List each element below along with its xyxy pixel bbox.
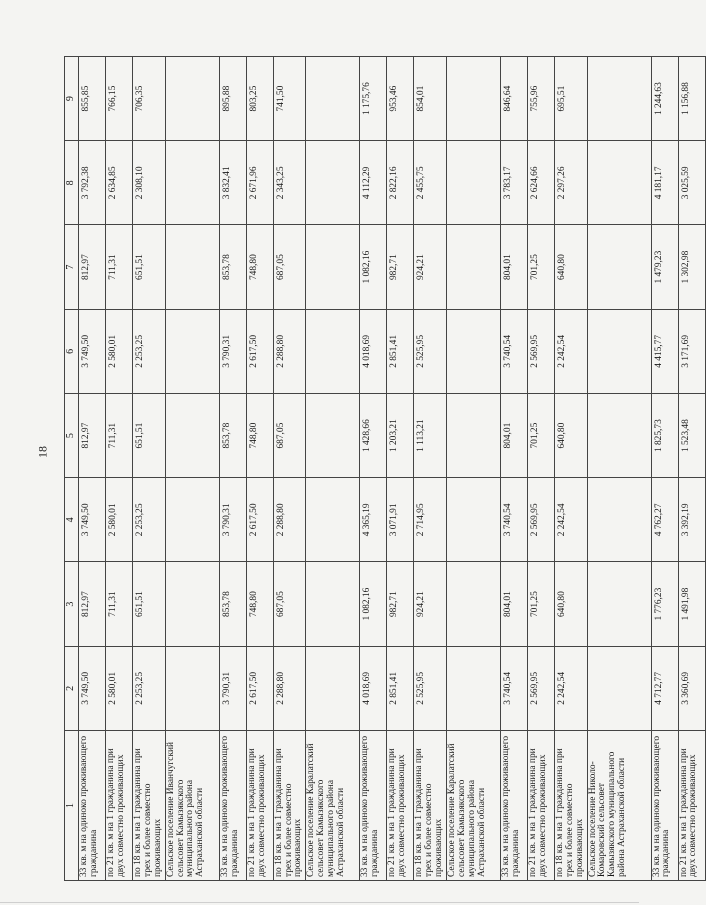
table-cell (587, 646, 651, 730)
table-cell: 3 790,31 (219, 646, 246, 730)
table-cell: 2 242,54 (554, 309, 587, 393)
table-cell: 982,71 (387, 562, 414, 646)
table-cell: 1 175,76 (360, 57, 387, 141)
section-row (306, 57, 360, 881)
table-cell (165, 562, 219, 646)
table-row (246, 57, 273, 881)
row-label: по 18 кв. м на 1 гражданина при трех и более совместно проживающих (554, 731, 587, 881)
table-cell: 846,64 (500, 57, 527, 141)
table-cell: 2 580,01 (106, 309, 133, 393)
table-cell: 4 365,19 (360, 478, 387, 562)
table-cell: 748,80 (246, 562, 273, 646)
table-cell: 1 113,21 (414, 394, 447, 478)
table-row (219, 57, 246, 881)
table-cell: 1 825,73 (651, 394, 678, 478)
table-cell: 804,01 (500, 394, 527, 478)
table-cell: 4 415,77 (651, 309, 678, 393)
table-cell: 2 617,50 (246, 478, 273, 562)
table-cell (587, 478, 651, 562)
table-cell: 855,85 (79, 57, 106, 141)
column-header-1: 1 (65, 731, 79, 881)
table-row (527, 57, 554, 881)
table-cell: 2 288,80 (273, 478, 306, 562)
table-cell: 640,80 (554, 394, 587, 478)
table-cell (165, 478, 219, 562)
rotated-table-wrapper (64, 57, 699, 881)
table-cell (306, 646, 360, 730)
table-cell: 3 790,31 (219, 309, 246, 393)
table-cell: 3 025,59 (678, 141, 705, 225)
table-row (651, 57, 678, 881)
table-cell: 1 428,66 (360, 394, 387, 478)
table-cell: 748,80 (246, 225, 273, 309)
table-cell (446, 225, 500, 309)
table-cell: 711,31 (106, 562, 133, 646)
table-cell: 2 288,80 (273, 309, 306, 393)
table-body (79, 57, 706, 881)
table-cell: 2 253,25 (133, 646, 166, 730)
table-row (133, 57, 166, 881)
table-cell: 3 071,91 (387, 478, 414, 562)
column-header-3: 3 (65, 562, 79, 646)
table-cell: 2 569,95 (527, 478, 554, 562)
table-cell: 2 851,41 (387, 646, 414, 730)
row-label: по 21 кв. м на 1 гражданина при двух совместно проживающих (246, 731, 273, 881)
header-row (65, 57, 79, 881)
cost-table (64, 56, 706, 881)
table-cell (446, 478, 500, 562)
table-cell: 3 749,50 (79, 646, 106, 730)
table-cell (587, 57, 651, 141)
table-row (554, 57, 587, 881)
table-cell: 804,01 (500, 562, 527, 646)
table-cell: 741,50 (273, 57, 306, 141)
column-header-8: 8 (65, 141, 79, 225)
table-cell (306, 394, 360, 478)
table-cell: 2 525,95 (414, 646, 447, 730)
table-cell (165, 141, 219, 225)
table-cell: 2 634,85 (106, 141, 133, 225)
table-cell: 651,51 (133, 225, 166, 309)
column-header-4: 4 (65, 478, 79, 562)
table-cell: 2 455,75 (414, 141, 447, 225)
row-label: по 18 кв. м на 1 гражданина при трех и более совместно проживающих (133, 731, 166, 881)
table-cell: 2 569,95 (527, 309, 554, 393)
table-cell: 3 832,41 (219, 141, 246, 225)
table-cell: 687,05 (273, 394, 306, 478)
table-cell (306, 562, 360, 646)
row-label: 33 кв. м на одиноко проживающего гражданина (79, 731, 106, 881)
table-cell: 2 617,50 (246, 646, 273, 730)
row-label: Сельское поселение Николо-Комаровский сельсовет Камызякского муниципального района Астраханской области (587, 731, 651, 881)
row-label: по 21 кв. м на 1 гражданина при двух совместно проживающих (678, 731, 705, 881)
table-cell: 651,51 (133, 562, 166, 646)
table-cell: 3 749,50 (79, 309, 106, 393)
table-cell: 854,01 (414, 57, 447, 141)
table-cell: 3 792,38 (79, 141, 106, 225)
table-cell: 4 181,17 (651, 141, 678, 225)
table-cell: 1 082,16 (360, 562, 387, 646)
table-cell: 2 343,25 (273, 141, 306, 225)
table-cell (587, 309, 651, 393)
table-row (414, 57, 447, 881)
table-cell: 2 822,16 (387, 141, 414, 225)
table-cell: 4 712,77 (651, 646, 678, 730)
table-cell: 706,35 (133, 57, 166, 141)
table-cell (165, 57, 219, 141)
table-cell: 2 288,80 (273, 646, 306, 730)
table-cell (446, 562, 500, 646)
table-cell: 748,80 (246, 394, 273, 478)
table-cell: 1 479,23 (651, 225, 678, 309)
table-cell: 3 392,19 (678, 478, 705, 562)
table-cell: 4 112,29 (360, 141, 387, 225)
row-label: по 21 кв. м на 1 гражданина при двух совместно проживающих (106, 731, 133, 881)
table-cell: 651,51 (133, 394, 166, 478)
table-cell: 2 671,96 (246, 141, 273, 225)
table-cell: 3 783,17 (500, 141, 527, 225)
row-label: по 21 кв. м на 1 гражданина при двух совместно проживающих (527, 731, 554, 881)
table-cell (306, 141, 360, 225)
table-cell: 695,51 (554, 57, 587, 141)
table-row (387, 57, 414, 881)
table-cell (306, 309, 360, 393)
row-label: 33 кв. м на одиноко проживающего гражданина (651, 731, 678, 881)
table-cell: 701,25 (527, 225, 554, 309)
table-cell (587, 141, 651, 225)
table-cell: 2 714,95 (414, 478, 447, 562)
table-cell: 1 082,16 (360, 225, 387, 309)
table-cell: 3 790,31 (219, 478, 246, 562)
table-cell: 2 617,50 (246, 309, 273, 393)
table-cell: 755,96 (527, 57, 554, 141)
row-label: по 18 кв. м на 1 гражданина при трех и более совместно проживающих (414, 731, 447, 881)
table-cell: 1 523,48 (678, 394, 705, 478)
section-row (587, 57, 651, 881)
table-cell (587, 394, 651, 478)
table-cell: 3 740,54 (500, 309, 527, 393)
table-cell: 2 580,01 (106, 646, 133, 730)
table-cell: 2 308,10 (133, 141, 166, 225)
table-cell (587, 225, 651, 309)
row-label: Сельское поселение Иванчугский сельсовет Камызякского муниципального района Астраханской области (165, 731, 219, 881)
row-label: 33 кв. м на одиноко проживающего гражданина (500, 731, 527, 881)
table-cell: 3 360,69 (678, 646, 705, 730)
table-cell: 1 244,63 (651, 57, 678, 141)
table-cell: 812,97 (79, 394, 106, 478)
table-cell: 812,97 (79, 562, 106, 646)
table-cell: 924,21 (414, 562, 447, 646)
table-cell (306, 478, 360, 562)
column-header-7: 7 (65, 225, 79, 309)
table-row (106, 57, 133, 881)
table-cell: 1 491,98 (678, 562, 705, 646)
table-cell: 853,78 (219, 562, 246, 646)
table-cell: 2 569,95 (527, 646, 554, 730)
table-cell: 2 253,25 (133, 309, 166, 393)
column-header-2: 2 (65, 646, 79, 730)
table-cell: 853,78 (219, 225, 246, 309)
table-cell (165, 646, 219, 730)
table-cell: 924,21 (414, 225, 447, 309)
table-row (678, 57, 705, 881)
table-cell: 804,01 (500, 225, 527, 309)
table-cell: 3 740,54 (500, 478, 527, 562)
column-header-6: 6 (65, 309, 79, 393)
column-header-9: 9 (65, 57, 79, 141)
table-cell (587, 562, 651, 646)
section-row (165, 57, 219, 881)
table-cell (165, 225, 219, 309)
table-cell: 701,25 (527, 394, 554, 478)
table-cell: 982,71 (387, 225, 414, 309)
table-cell: 3 740,54 (500, 646, 527, 730)
table-cell (165, 309, 219, 393)
table-cell: 2 624,66 (527, 141, 554, 225)
table-cell: 953,46 (387, 57, 414, 141)
table-cell: 766,15 (106, 57, 133, 141)
table-cell (306, 225, 360, 309)
table-cell: 640,80 (554, 562, 587, 646)
column-header-5: 5 (65, 394, 79, 478)
row-label: 33 кв. м на одиноко проживающего гражданина (360, 731, 387, 881)
table-cell: 640,80 (554, 225, 587, 309)
table-cell: 2 242,54 (554, 646, 587, 730)
table-cell: 1 156,88 (678, 57, 705, 141)
table-cell: 3 171,69 (678, 309, 705, 393)
table-cell: 3 749,50 (79, 478, 106, 562)
table-cell: 711,31 (106, 394, 133, 478)
row-label: Сельское поселение Каралатский сельсовет Камызякского муниципального района Астраханской области (306, 731, 360, 881)
table-cell: 4 018,69 (360, 646, 387, 730)
table-cell (446, 57, 500, 141)
table-cell: 803,25 (246, 57, 273, 141)
table-cell (446, 394, 500, 478)
section-row (446, 57, 500, 881)
table-cell: 812,97 (79, 225, 106, 309)
page-number: 18 (35, 446, 50, 458)
table-cell: 2 525,95 (414, 309, 447, 393)
table-cell (306, 57, 360, 141)
row-label: 33 кв. м на одиноко проживающего гражданина (219, 731, 246, 881)
table-cell: 2 242,54 (554, 478, 587, 562)
table-row (79, 57, 106, 881)
table-cell (446, 141, 500, 225)
table-cell: 4 762,27 (651, 478, 678, 562)
table-cell: 2 580,01 (106, 478, 133, 562)
row-label: по 21 кв. м на 1 гражданина при двух совместно проживающих (387, 731, 414, 881)
table-cell (446, 309, 500, 393)
table-cell (165, 394, 219, 478)
table-cell: 1 302,98 (678, 225, 705, 309)
table-cell (446, 646, 500, 730)
table-cell: 687,05 (273, 225, 306, 309)
table-row (273, 57, 306, 881)
row-label: по 18 кв. м на 1 гражданина при трех и более совместно проживающих (273, 731, 306, 881)
table-cell: 1 776,23 (651, 562, 678, 646)
table-row (500, 57, 527, 881)
table-cell: 1 203,21 (387, 394, 414, 478)
table-cell: 2 253,25 (133, 478, 166, 562)
table-cell: 895,88 (219, 57, 246, 141)
table-cell: 2 297,26 (554, 141, 587, 225)
table-cell: 2 851,41 (387, 309, 414, 393)
page-edge-line (0, 902, 639, 903)
table-cell: 701,25 (527, 562, 554, 646)
table-cell: 687,05 (273, 562, 306, 646)
table-row (360, 57, 387, 881)
table-cell: 4 018,69 (360, 309, 387, 393)
row-label: Сельское поселение Каралатский сельсовет Камызякского муниципального района Астраханской области (446, 731, 500, 881)
table-cell: 711,31 (106, 225, 133, 309)
table-cell: 853,78 (219, 394, 246, 478)
